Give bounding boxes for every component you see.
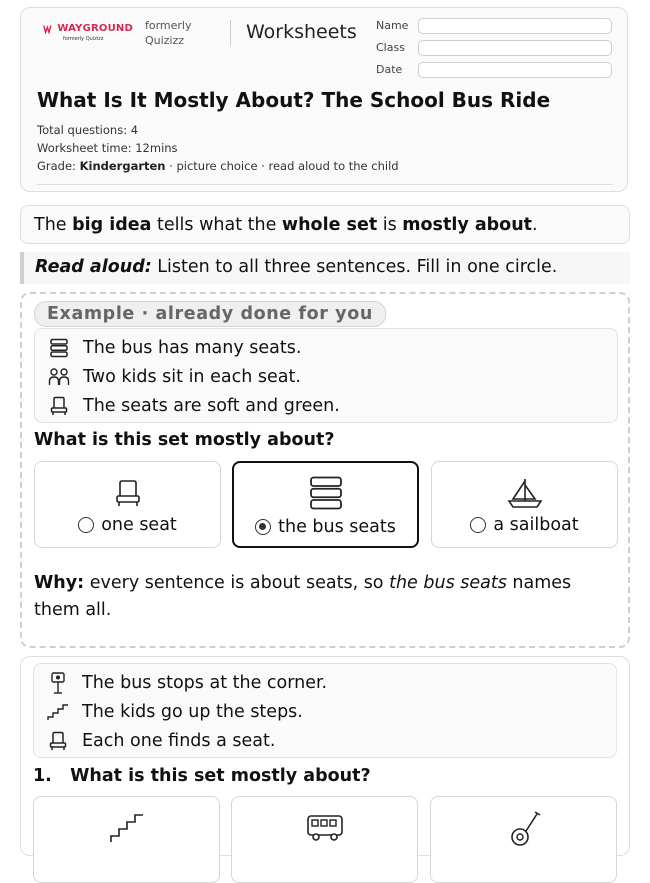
big-idea-part: . <box>532 215 538 235</box>
section-title: Worksheets <box>246 21 357 43</box>
bus-stop-sign-icon <box>47 672 69 694</box>
big-idea-bold: whole set <box>281 215 378 235</box>
worksheet-title: What Is It Mostly About? The School Bus Ride <box>37 88 551 112</box>
list-item <box>48 335 301 361</box>
formerly-line: formerly <box>145 19 192 32</box>
worksheet-time-label: Worksheet time: <box>37 141 132 155</box>
sentence-text: Two kids sit in each seat. <box>83 367 301 387</box>
choice-text: the bus seats <box>278 517 396 537</box>
grade-extra: · picture choice · read aloud to the child <box>169 159 399 173</box>
seats-stack-icon <box>306 476 346 510</box>
worksheet-time-value: 12mins <box>135 141 178 155</box>
example-why <box>34 570 604 624</box>
big-idea-bold: big idea <box>72 215 152 235</box>
date-field[interactable] <box>418 62 612 78</box>
read-aloud-label: Read aloud: <box>35 257 152 277</box>
big-idea-part: is <box>377 215 403 235</box>
formerly-brand: Quizizz <box>145 34 185 47</box>
choice-text: one seat <box>101 515 177 535</box>
read-aloud-box <box>20 252 630 284</box>
example-sentences <box>34 328 618 423</box>
banjo-icon <box>504 811 544 845</box>
list-item <box>48 364 301 390</box>
example-choice-sailboat[interactable] <box>431 461 618 548</box>
list-item <box>47 670 327 696</box>
question-1-choice-banjo[interactable] <box>430 796 617 883</box>
two-kids-icon <box>48 366 70 388</box>
bus-icon <box>305 811 345 845</box>
choice-label <box>432 515 617 535</box>
question-1-choice-steps[interactable] <box>33 796 220 883</box>
big-idea-part: The <box>34 215 73 235</box>
big-idea-bold: mostly about <box>402 215 533 235</box>
question-1-choice-bus[interactable] <box>231 796 418 883</box>
sentence-text: The bus has many seats. <box>83 338 302 358</box>
steps-icon <box>107 811 147 845</box>
question-1-sentences <box>33 663 617 758</box>
logo <box>43 23 133 51</box>
example-choice-bus-seats[interactable] <box>232 461 419 548</box>
big-idea-text <box>34 215 538 235</box>
sentence-text: The kids go up the steps. <box>82 702 303 722</box>
sentence-text: Each one finds a seat. <box>82 731 276 751</box>
big-idea-box <box>20 205 630 244</box>
logo-subtext: formerly Quizizz <box>63 36 104 42</box>
seat-icon <box>48 395 70 417</box>
radio-button[interactable] <box>78 517 94 533</box>
header-divider <box>230 20 231 46</box>
choice-label <box>35 515 220 535</box>
grade-label: Grade: <box>37 159 76 173</box>
total-questions-label: Total questions: <box>37 123 128 137</box>
example-block <box>20 292 630 648</box>
why-emphasis: the bus seats <box>389 573 507 593</box>
class-field[interactable] <box>418 40 612 56</box>
seat-icon <box>108 476 148 510</box>
question-text: What is this set mostly about? <box>70 766 371 786</box>
big-idea-part: tells what the <box>151 215 282 235</box>
why-label: Why: <box>34 573 85 593</box>
sailboat-icon <box>505 476 545 510</box>
seat-icon <box>47 730 69 752</box>
example-tag: Example · already done for you <box>34 301 386 327</box>
sentence-text: The seats are soft and green. <box>83 396 340 416</box>
logo-text: WAYGROUND <box>57 23 133 34</box>
class-label: Class <box>376 41 405 54</box>
logo-mark-icon <box>43 24 53 34</box>
seats-stack-icon <box>48 337 70 359</box>
date-label: Date <box>376 63 403 76</box>
grade-line <box>37 159 399 173</box>
grade-value: Kindergarten <box>79 159 166 173</box>
read-aloud-instruction: Listen to all three sentences. Fill in one circle. <box>151 257 558 277</box>
why-text: names them all. <box>34 573 572 620</box>
list-item <box>47 699 303 725</box>
formerly-note <box>145 18 192 48</box>
name-label: Name <box>376 19 409 32</box>
question-number: 1. <box>33 766 52 786</box>
total-questions <box>37 123 138 137</box>
steps-icon <box>47 701 69 723</box>
why-text: every sentence is about seats, so <box>84 573 390 593</box>
sentence-text: The bus stops at the corner. <box>82 673 328 693</box>
total-questions-value: 4 <box>130 123 139 137</box>
question-1-prompt <box>33 766 371 786</box>
header-rule <box>37 184 613 185</box>
example-choice-one-seat[interactable] <box>34 461 221 548</box>
header-card <box>20 7 628 192</box>
read-aloud-text <box>35 257 557 277</box>
list-item <box>48 393 340 419</box>
radio-button[interactable] <box>470 517 486 533</box>
question-1-block <box>20 656 630 856</box>
radio-button-selected[interactable] <box>255 519 271 535</box>
example-question: What is this set mostly about? <box>34 430 335 450</box>
list-item <box>47 728 275 754</box>
name-field[interactable] <box>418 18 612 34</box>
worksheet-time <box>37 141 178 155</box>
choice-label <box>234 517 417 537</box>
choice-text: a sailboat <box>493 515 579 535</box>
